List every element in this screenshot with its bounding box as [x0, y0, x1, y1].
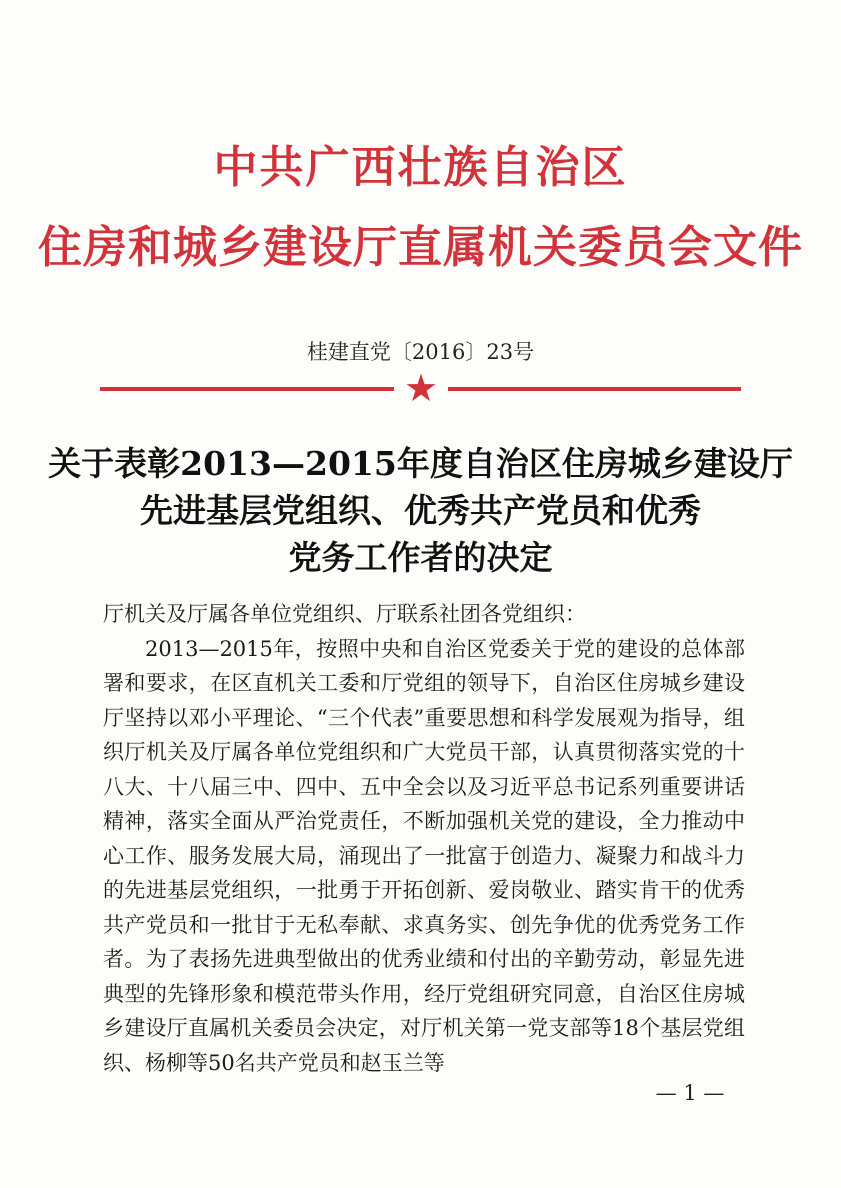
salutation: 厅机关及厅属各单位党组织、厅联系社团各党组织： [103, 602, 586, 626]
title-line-3: 党务工作者的决定 [288, 538, 553, 577]
red-star-icon: ★ [403, 366, 439, 410]
red-divider-right [448, 387, 741, 391]
title-line-1: 关于表彰2013—2015年度自治区住房城乡建设厅 [48, 444, 793, 483]
document-number: 桂建直党〔2016〕23号 [306, 340, 535, 364]
red-divider-left [100, 387, 394, 391]
issuer-header-line2: 住房和城乡建设厅直属机关委员会文件 [38, 222, 803, 273]
body-paragraph: 2013—2015年，按照中央和自治区党委关于党的建设的总体部署和要求，在区直机关工委和厅党组的领导下，自治区住房城乡建设厅坚持以邓小平理论、“三个代表”重要思想和科学发展观为指导，组织厅机关及厅属各单位党组织和广大党员干部，认真贯彻落实党的十八大、十八届三中、四中、五中全会以及习近平总书记系列重要讲话精神，落实全面从严治党责任，不断加强机关党的建设，全力推动中心工作、服务发展大局，涌现出了一批富于创造力、凝聚力和战斗力的先进基层党组织，一批勇于开拓创新、爱岗敬业、踏实肯干的优秀共产党员和一批甘于无私奉献、求真务实、创先争优的优秀党务工作者。为了表扬先进典型做出的优秀业绩和付出的辛勤劳动，彰显先进典型的先锋形象和模范带头作用，经厅党组研究同意，自治区住房城乡建设厅直属机关委员会决定，对厅机关第一党支部等18个基层党组织、杨柳等50名共产党员和赵玉兰等 [103, 636, 745, 1075]
issuer-header-line1: 中共广西壮族自治区 [213, 142, 628, 193]
title-line-2: 先进基层党组织、优秀共产党员和优秀 [140, 491, 701, 530]
document-title [40, 440, 801, 581]
page-number: — 1 — [655, 1081, 725, 1105]
document-body [103, 597, 745, 1080]
